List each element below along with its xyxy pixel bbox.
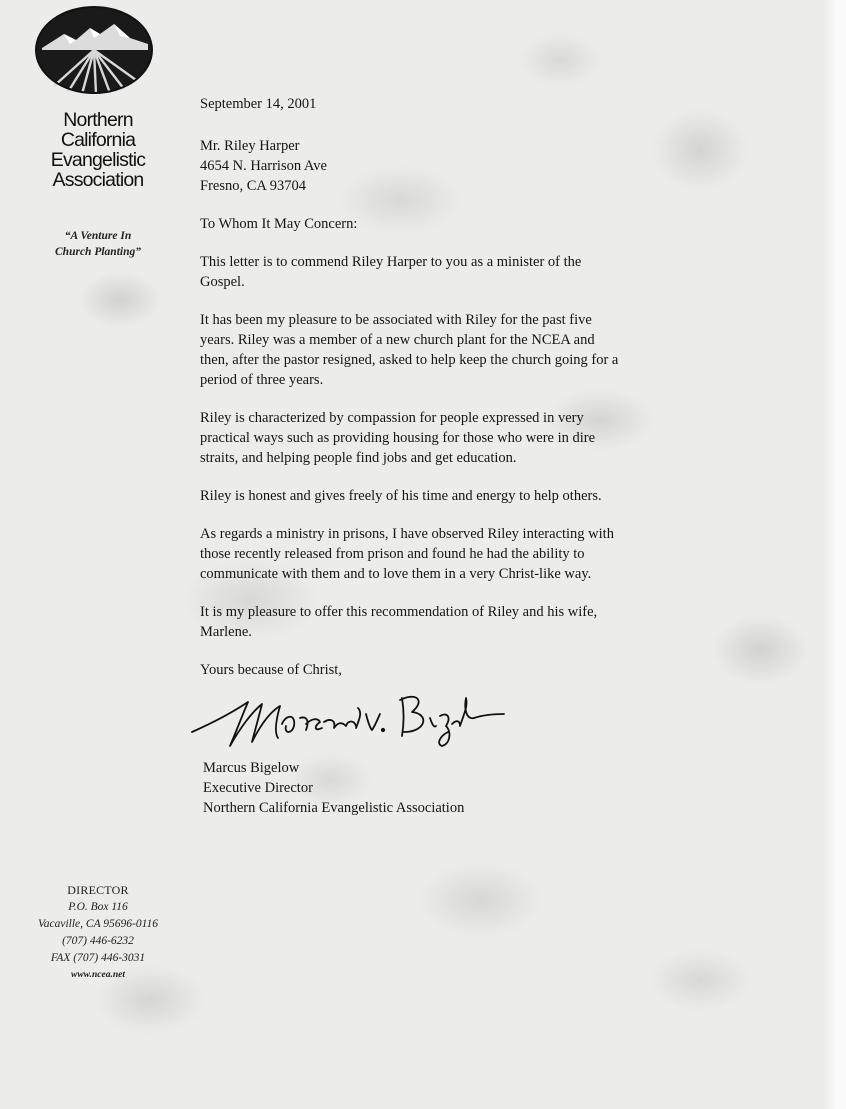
org-name-line: Northern — [63, 109, 133, 131]
paragraph — [200, 524, 700, 584]
salutation: To Whom It May Concern: — [200, 216, 358, 232]
address-line: Mr. Riley Harper — [200, 138, 300, 154]
paragraph-line: Riley is characterized by compassion for people expressed in very — [200, 410, 584, 426]
paragraph — [200, 602, 700, 642]
address-line: Fresno, CA 93704 — [200, 178, 306, 194]
letter-date: September 14, 2001 — [200, 96, 317, 112]
paragraph-line: As regards a ministry in prisons, I have observed Riley interacting with — [200, 526, 614, 542]
paragraph-line: straits, and helping people find jobs and get education. — [200, 450, 517, 466]
ncea-logo-icon — [34, 4, 156, 96]
paragraph — [200, 486, 700, 506]
signer-line: Northern California Evangelistic Association — [203, 800, 465, 816]
paragraph-line: It is my pleasure to offer this recommendation of Riley and his wife, — [200, 604, 598, 620]
paragraph-line: period of three years. — [200, 372, 324, 388]
paragraph-line: Riley is honest and gives freely of his time and energy to help others. — [200, 488, 602, 504]
contact-phone: (707) 446-6232 — [62, 935, 134, 947]
contact-city: Vacaville, CA 95696-0116 — [38, 918, 158, 930]
page-edge — [824, 0, 846, 1109]
contact-po-box: P.O. Box 116 — [68, 901, 128, 913]
paragraph-line: communicate with them and to love them in a very Christ-like way. — [200, 566, 592, 582]
paragraph — [200, 310, 700, 390]
tagline-line: Church Planting” — [55, 246, 141, 258]
org-name-line: Evangelistic — [50, 149, 146, 171]
recipient-address — [200, 136, 700, 196]
closing: Yours because of Christ, — [200, 662, 342, 678]
paragraph-line: those recently released from prison and found he had the ability to — [200, 546, 585, 562]
address-line: 4654 N. Harrison Ave — [200, 158, 327, 174]
signature-image — [190, 684, 510, 754]
paragraph — [200, 408, 700, 468]
tagline-line: “A Venture In — [64, 230, 132, 242]
org-name-line: Association — [52, 169, 144, 191]
signer-line: Executive Director — [203, 780, 313, 796]
director-contact — [18, 882, 178, 984]
paragraph-line: years. Riley was a member of a new church plant for the NCEA and — [200, 332, 595, 348]
signer-block — [203, 758, 623, 818]
contact-website: www.ncea.net — [70, 970, 125, 980]
paragraph-line: practical ways such as providing housing for those who were in dire — [200, 430, 596, 446]
paragraph-line: then, after the pastor resigned, asked to help keep the church going for a — [200, 352, 619, 368]
letter-body — [200, 94, 700, 698]
contact-label: DIRECTOR — [67, 883, 129, 897]
tagline — [30, 228, 166, 260]
paragraph-line: Marlene. — [200, 624, 252, 640]
paragraph-line: It has been my pleasure to be associated with Riley for the past five — [200, 312, 592, 328]
signer-line: Marcus Bigelow — [203, 760, 300, 776]
paragraph-line: This letter is to commend Riley Harper to you as a minister of the — [200, 254, 582, 270]
org-name-line: California — [60, 129, 136, 151]
org-name — [30, 110, 166, 190]
paragraph — [200, 252, 700, 292]
paragraph-line: Gospel. — [200, 274, 245, 290]
contact-fax: FAX (707) 446-3031 — [50, 952, 146, 964]
